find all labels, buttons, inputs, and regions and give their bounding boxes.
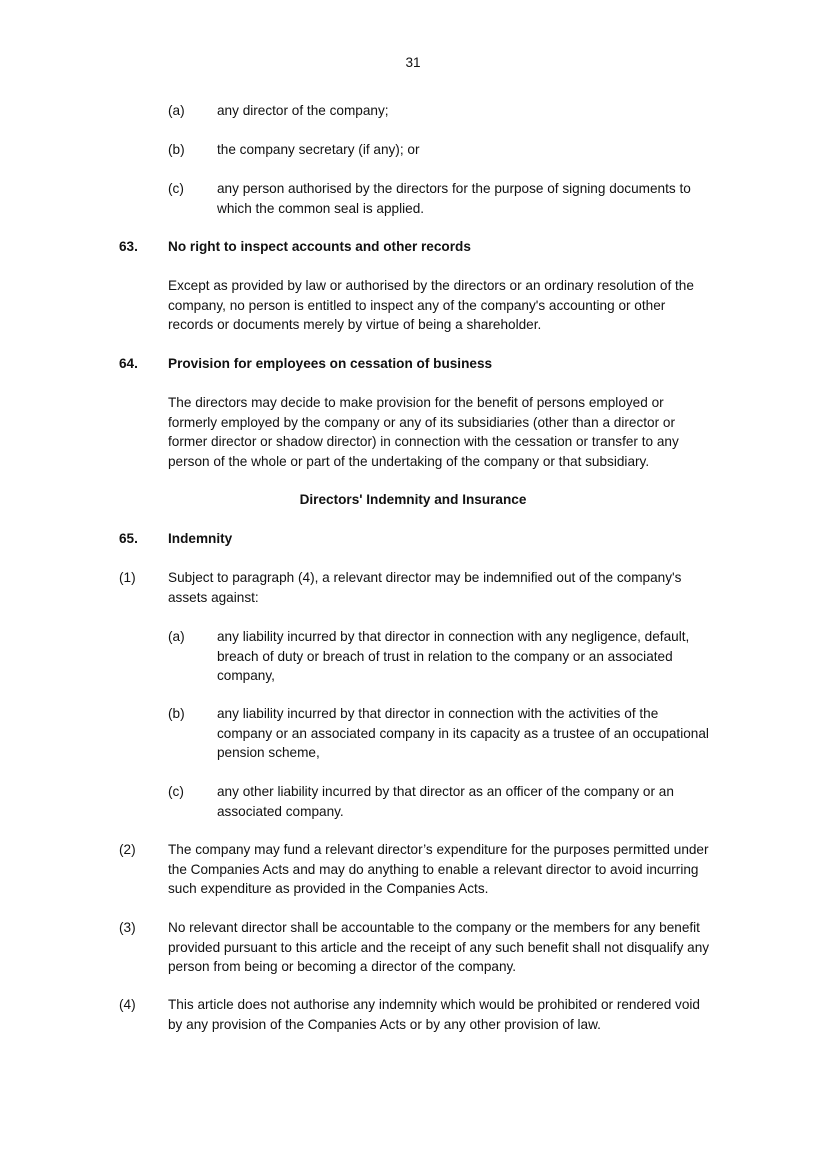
article-number: 63. bbox=[119, 239, 138, 254]
article-heading: Indemnity bbox=[168, 531, 233, 546]
item-text: any liability incurred by that director in connection with any negligence, default, breach of duty or breach of trust in relation to the company or an associated company, bbox=[217, 629, 690, 684]
item-text: any liability incurred by that director in connection with the activities of the company or an associated company in its capacity as a trustee of an occupational pension scheme, bbox=[217, 706, 709, 761]
article-body: Except as provided by law or authorised by the directors or an ordinary resolution of the company, no person is entitled to inspect any of the company's accounting or other records or documents merely by virtue of being a shareholder. bbox=[168, 278, 694, 333]
paragraph-label: (1) bbox=[119, 570, 136, 585]
paragraph-label: (2) bbox=[119, 842, 136, 857]
paragraph-text: Subject to paragraph (4), a relevant director may be indemnified out of the company's assets against: bbox=[168, 570, 682, 605]
paragraph-text: No relevant director shall be accountable to the company or the members for any benefit provided pursuant to this article and the receipt of any such benefit shall not disqualify any person from being or becoming a director of the company. bbox=[168, 920, 710, 975]
article-heading: Provision for employees on cessation of business bbox=[168, 356, 493, 371]
item-label: (c) bbox=[168, 181, 184, 196]
item-text: any director of the company; bbox=[217, 103, 389, 118]
item-label: (c) bbox=[168, 784, 184, 799]
item-label: (a) bbox=[168, 629, 185, 644]
article-heading: No right to inspect accounts and other records bbox=[168, 239, 471, 254]
paragraph-label: (3) bbox=[119, 920, 136, 935]
item-text: the company secretary (if any); or bbox=[217, 142, 420, 157]
item-label: (a) bbox=[168, 103, 185, 118]
article-number: 64. bbox=[119, 356, 138, 371]
page-number: 31 bbox=[405, 55, 421, 70]
article-number: 65. bbox=[119, 531, 138, 546]
paragraph-text: The company may fund a relevant director’s expenditure for the purposes permitted under the Companies Acts and may do anything to enable a relevant director to avoid incurring such expenditure as provided in the Companies Acts. bbox=[168, 842, 709, 897]
item-text: any person authorised by the directors for the purpose of signing documents to which the common seal is applied. bbox=[217, 181, 691, 216]
article-body: The directors may decide to make provision for the benefit of persons employed or formerly employed by the company or any of its subsidiaries (other than a director or former director or shadow director) in connection with the cessation or transfer to any person of the whole or part of the undertaking of the company or that subsidiary. bbox=[168, 395, 679, 469]
section-heading: Directors' Indemnity and Insurance bbox=[299, 492, 527, 507]
item-label: (b) bbox=[168, 706, 185, 721]
item-label: (b) bbox=[168, 142, 185, 157]
paragraph-text: This article does not authorise any indemnity which would be prohibited or rendered void by any provision of the Companies Acts or by any other provision of law. bbox=[168, 997, 700, 1032]
paragraph-label: (4) bbox=[119, 997, 136, 1012]
item-text: any other liability incurred by that director as an officer of the company or an associated company. bbox=[217, 784, 674, 819]
